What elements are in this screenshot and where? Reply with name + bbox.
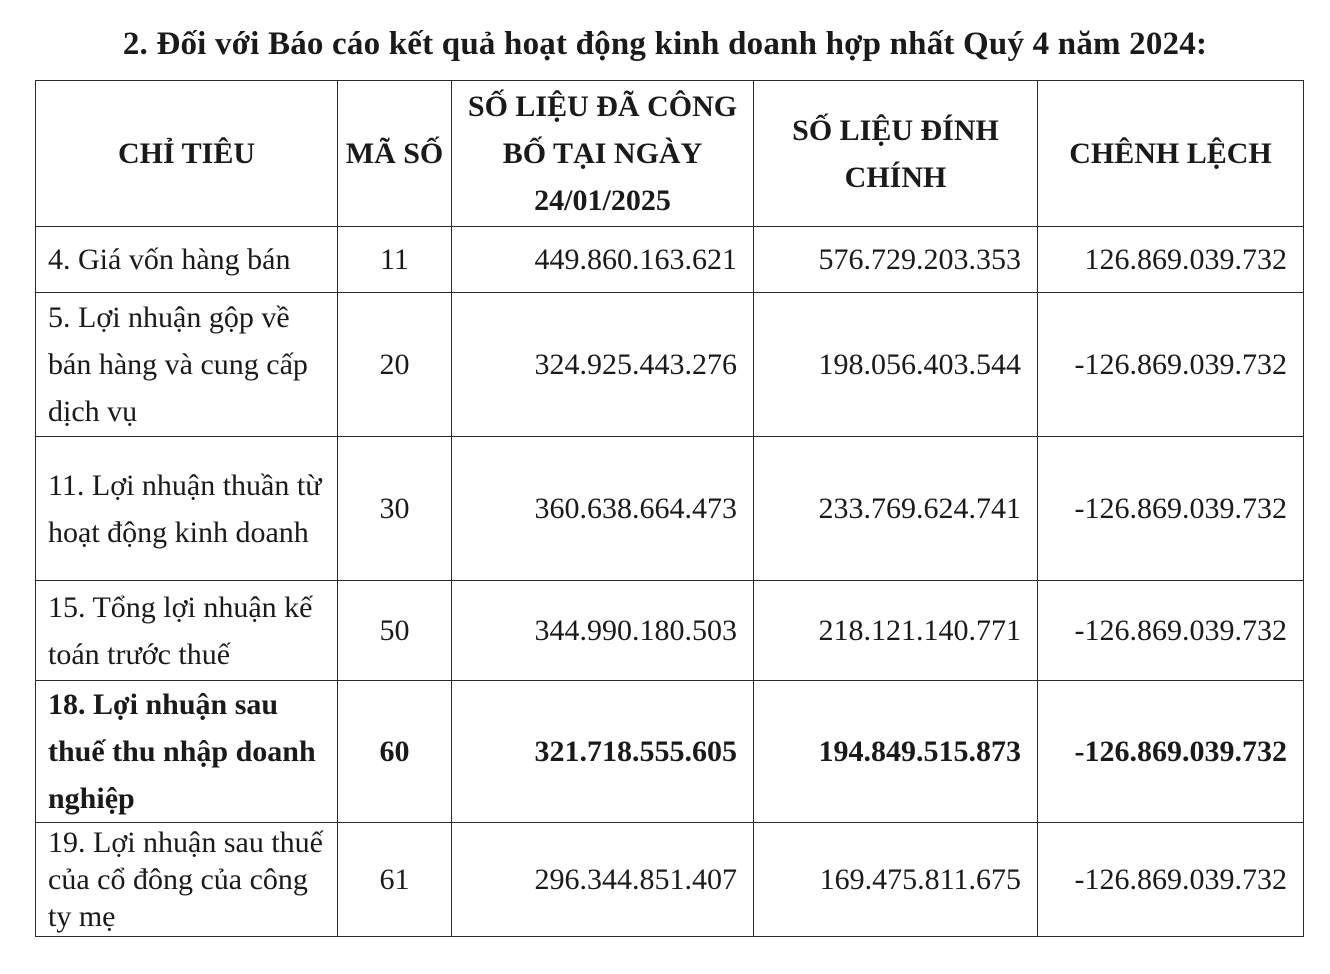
row-published: 449.860.163.621 [452, 227, 754, 293]
header-indicator: CHỈ TIÊU [36, 81, 338, 227]
row-published: 344.990.180.503 [452, 581, 754, 681]
row-difference: 126.869.039.732 [1038, 227, 1304, 293]
table-row [36, 437, 1304, 581]
header-code: MÃ SỐ [338, 81, 452, 227]
header-published: SỐ LIỆU ĐÃ CÔNG BỐ TẠI NGÀY 24/01/2025 [452, 81, 754, 227]
table-row [36, 293, 1304, 437]
row-corrected: 576.729.203.353 [754, 227, 1038, 293]
row-code: 30 [338, 437, 452, 581]
row-indicator: 4. Giá vốn hàng bán [36, 227, 338, 293]
row-published: 296.344.851.407 [452, 823, 754, 937]
row-published: 321.718.555.605 [452, 681, 754, 823]
section-title: 2. Đối với Báo cáo kết quả hoạt động kinh doanh hợp nhất Quý 4 năm 2024: [122, 26, 1208, 62]
row-difference: -126.869.039.732 [1038, 823, 1304, 937]
row-difference: -126.869.039.732 [1038, 437, 1304, 581]
row-difference: -126.869.039.732 [1038, 581, 1304, 681]
row-indicator: 18. Lợi nhuận sau thuế thu nhập doanh nghiệp [36, 681, 338, 823]
row-difference: -126.869.039.732 [1038, 293, 1304, 437]
row-corrected: 233.769.624.741 [754, 437, 1038, 581]
row-published: 360.638.664.473 [452, 437, 754, 581]
row-difference: -126.869.039.732 [1038, 681, 1304, 823]
row-corrected: 198.056.403.544 [754, 293, 1038, 437]
row-corrected: 218.121.140.771 [754, 581, 1038, 681]
row-indicator: 5. Lợi nhuận gộp về bán hàng và cung cấp dịch vụ [36, 293, 338, 437]
row-corrected: 194.849.515.873 [754, 681, 1038, 823]
income-statement-table [35, 80, 1304, 937]
table-row [36, 581, 1304, 681]
row-indicator: 11. Lợi nhuận thuần từ hoạt động kinh doanh [36, 437, 338, 581]
table-row-highlighted [36, 681, 1304, 823]
header-difference: CHÊNH LỆCH [1038, 81, 1304, 227]
row-corrected: 169.475.811.675 [754, 823, 1038, 937]
row-code: 61 [338, 823, 452, 937]
row-code: 50 [338, 581, 452, 681]
row-published: 324.925.443.276 [452, 293, 754, 437]
row-code: 60 [338, 681, 452, 823]
table-row [36, 823, 1304, 937]
header-corrected: SỐ LIỆU ĐÍNH CHÍNH [754, 81, 1038, 227]
row-indicator: 19. Lợi nhuận sau thuế của cổ đông của công ty mẹ [36, 823, 338, 937]
header-row [36, 81, 1304, 227]
row-code: 20 [338, 293, 452, 437]
row-indicator: 15. Tổng lợi nhuận kế toán trước thuế [36, 581, 338, 681]
row-code: 11 [338, 227, 452, 293]
table-row [36, 227, 1304, 293]
